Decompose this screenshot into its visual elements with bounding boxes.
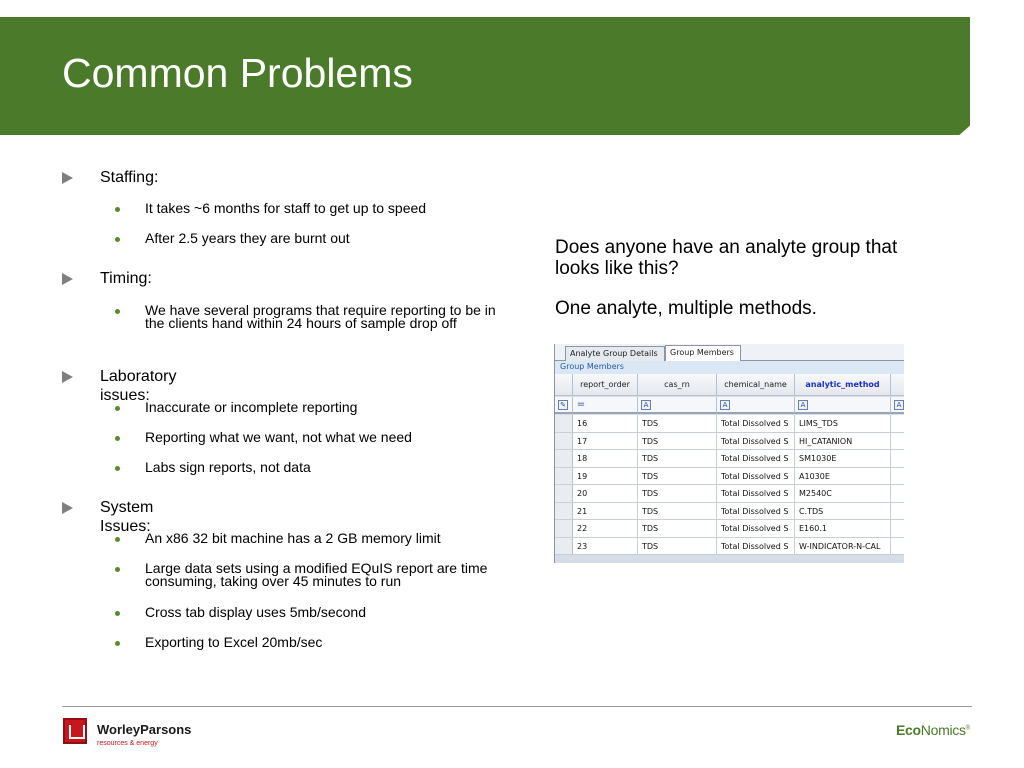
row-selector[interactable] (555, 433, 573, 451)
grid-cell[interactable]: TDS (638, 520, 717, 538)
filter-icon[interactable]: ✎ (558, 400, 568, 410)
grid-cell[interactable]: 18 (573, 450, 638, 468)
equals-icon: = (576, 399, 586, 410)
grid-cell[interactable]: 20 (573, 485, 638, 503)
bullet-item: An x86 32 bit machine has a 2 GB memory limit (145, 530, 441, 546)
filter-cell[interactable] (638, 397, 717, 414)
grid-cell[interactable]: M2540C (795, 485, 891, 503)
grid-cell[interactable]: TDS (638, 485, 717, 503)
grid-cell[interactable]: C.TDS (795, 503, 891, 521)
text-filter-icon[interactable]: A (798, 400, 808, 410)
grid-cell[interactable]: Total Dissolved S (717, 503, 795, 521)
bullet-heading: Laboratory issues: (100, 368, 177, 404)
grid-cell-partial[interactable] (891, 468, 904, 486)
grid-cell[interactable]: LIMS_TDS (795, 415, 891, 433)
column-header[interactable]: chemical_name (717, 374, 795, 396)
row-selector[interactable] (555, 468, 573, 486)
grid-cell[interactable]: TDS (638, 415, 717, 433)
bullet-item: It takes ~6 months for staff to get up to speed (145, 200, 427, 216)
grid-cell[interactable]: 23 (573, 538, 638, 556)
triangle-bullet-icon (62, 172, 73, 184)
grid-cell[interactable]: W-INDICATOR-N-CAL (795, 538, 891, 556)
slide-title: Common Problems (62, 50, 413, 96)
column-header[interactable]: cas_rn (638, 374, 717, 396)
grid-cell[interactable]: TDS (638, 503, 717, 521)
tab-group-members[interactable]: Group Members (665, 345, 741, 362)
text-filter-icon[interactable]: A (720, 400, 730, 410)
bullet-heading: Staffing: (100, 169, 159, 186)
grid-cell[interactable]: TDS (638, 450, 717, 468)
filter-cell[interactable] (555, 397, 573, 414)
text-filter-icon[interactable]: A (641, 400, 651, 410)
grid-cell[interactable]: Total Dissolved S (717, 520, 795, 538)
dot-bullet-icon (115, 611, 120, 616)
row-selector[interactable] (555, 450, 573, 468)
row-selector[interactable] (555, 485, 573, 503)
dot-bullet-icon (115, 237, 120, 242)
dot-bullet-icon (115, 641, 120, 646)
grid-cell[interactable]: A1030E (795, 468, 891, 486)
filter-cell[interactable] (891, 397, 904, 414)
dot-bullet-icon (115, 537, 120, 542)
column-header-partial (891, 374, 904, 396)
grid-cell[interactable]: HI_CATANION (795, 433, 891, 451)
grid-cell[interactable]: 22 (573, 520, 638, 538)
grid-cell[interactable]: Total Dissolved S (717, 485, 795, 503)
company-tagline: resources & energy (97, 740, 158, 747)
dot-bullet-icon (115, 466, 120, 471)
filter-cell[interactable] (717, 397, 795, 414)
filter-cell[interactable] (795, 397, 891, 414)
triangle-bullet-icon (62, 502, 73, 514)
dot-bullet-icon (115, 406, 120, 411)
grid-cell[interactable]: 19 (573, 468, 638, 486)
bullet-item: Cross tab display uses 5mb/second (145, 604, 366, 620)
grid-cell[interactable]: Total Dissolved S (717, 538, 795, 556)
grid-cell[interactable]: TDS (638, 468, 717, 486)
filter-cell[interactable] (573, 397, 638, 414)
grid-cell[interactable]: 21 (573, 503, 638, 521)
group-members-label: Group Members (555, 361, 904, 374)
dot-bullet-icon (115, 309, 120, 314)
bullet-heading: Timing: (100, 270, 152, 287)
triangle-bullet-icon (62, 371, 73, 383)
grid-cell[interactable]: Total Dissolved S (717, 415, 795, 433)
company-name: WorleyParsons (97, 722, 192, 737)
dot-bullet-icon (115, 207, 120, 212)
row-selector[interactable] (555, 538, 573, 556)
bullet-item: Labs sign reports, not data (145, 459, 311, 475)
registered-mark: ® (965, 725, 970, 732)
grid-cell[interactable]: TDS (638, 433, 717, 451)
column-header[interactable]: analytic_method (795, 374, 891, 396)
bullet-item: Reporting what we want, not what we need (145, 429, 412, 445)
answer-text: One analyte, multiple methods. (555, 298, 817, 319)
bullet-item: We have several programs that require reporting to be in the clients hand within 24 hours of sample drop off (145, 302, 496, 331)
grid-cell[interactable]: E160.1 (795, 520, 891, 538)
row-selector-header (555, 374, 573, 396)
logo-part: Eco (896, 722, 921, 738)
dot-bullet-icon (115, 436, 120, 441)
column-header[interactable]: report_order (573, 374, 638, 396)
bullet-item: Large data sets using a modified EQuIS report are time consuming, taking over 45 minutes to run (145, 560, 488, 589)
triangle-bullet-icon (62, 273, 73, 285)
grid-cell[interactable]: TDS (638, 538, 717, 556)
bullet-item: Exporting to Excel 20mb/sec (145, 634, 323, 650)
row-selector[interactable] (555, 520, 573, 538)
bullet-item: Inaccurate or incomplete reporting (145, 399, 358, 415)
grid-cell-partial[interactable] (891, 520, 904, 538)
tab-strip (555, 344, 904, 361)
text-filter-icon[interactable]: A (894, 400, 904, 410)
grid-cell-partial[interactable] (891, 415, 904, 433)
logo-part: Nomics (920, 722, 966, 738)
analyte-group-grid (554, 344, 904, 563)
bullet-heading: System Issues: (100, 499, 154, 535)
grid-cell[interactable]: 16 (573, 415, 638, 433)
grid-cell[interactable]: Total Dissolved S (717, 433, 795, 451)
grid-cell-partial[interactable] (891, 485, 904, 503)
grid-cell[interactable]: 17 (573, 433, 638, 451)
grid-cell[interactable]: SM1030E (795, 450, 891, 468)
grid-cell[interactable]: Total Dissolved S (717, 450, 795, 468)
grid-cell-partial[interactable] (891, 503, 904, 521)
tab-analyte-group-details[interactable]: Analyte Group Details (565, 346, 665, 361)
grid-cell-partial[interactable] (891, 450, 904, 468)
grid-cell-partial[interactable] (891, 433, 904, 451)
footer-divider (62, 706, 972, 707)
row-selector[interactable] (555, 503, 573, 521)
bullet-item: After 2.5 years they are burnt out (145, 230, 350, 246)
question-text: Does anyone have an analyte group that looks like this? (555, 237, 898, 279)
grid-cell[interactable]: Total Dissolved S (717, 468, 795, 486)
row-selector[interactable] (555, 415, 573, 433)
worleyparsons-logo-icon (63, 718, 87, 744)
grid-cell-partial[interactable] (891, 538, 904, 556)
economics-logo (896, 722, 970, 738)
dot-bullet-icon (115, 567, 120, 572)
